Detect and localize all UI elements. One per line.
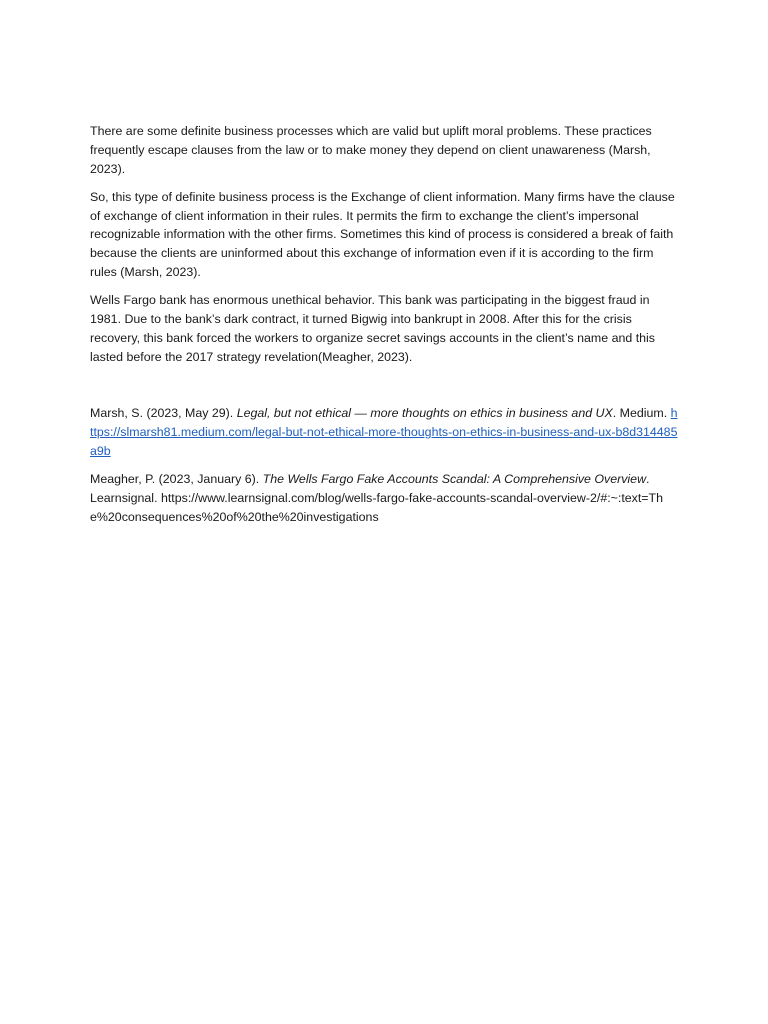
section-spacer xyxy=(90,376,678,404)
reference-2-url: https://www.learnsignal.com/blog/wells-fargo-fake-accounts-scandal-overview-2/#:~:text=The%20consequences%20of%20the%20investigations xyxy=(90,490,663,524)
body-paragraph-3: Wells Fargo bank has enormous unethical behavior. This bank was participating in the biggest fraud in 1981. Due to the bank’s dark contract, it turned Bigwig into bankrupt in 2008. After this for the crisis recovery, this bank forced the workers to organize secret savings accounts in the client’s name and this lasted before the 2017 strategy revelation(Meagher, 2023). xyxy=(90,293,655,364)
reference-entry-1 xyxy=(90,404,678,460)
document-body xyxy=(90,122,678,536)
reference-2-publisher: . Learnsignal. xyxy=(90,471,650,505)
body-paragraph-2: So, this type of definite business process is the Exchange of client information. Many firms have the clause of exchange of client information in their rules. It permits the firm to exchange the client’s impersonal recognizable information with the other firms. Sometimes this kind of process is considered a break of faith because the clients are uninformed about this exchange of information even if it is according to the firm rules (Marsh, 2023). xyxy=(90,189,675,280)
reference-entry-2 xyxy=(90,470,678,526)
reference-1-publisher: . Medium. xyxy=(612,406,671,421)
reference-1-title: Legal, but not ethical — more thoughts on ethics in business and UX xyxy=(236,406,613,421)
reference-2-title: The Wells Fargo Fake Accounts Scandal: A Comprehensive Overview xyxy=(262,471,647,486)
reference-1-authors-date: Marsh, S. (2023, May 29). xyxy=(90,406,237,421)
reference-2-authors-date: Meagher, P. (2023, January 6). xyxy=(90,471,263,486)
reference-1-link[interactable]: https://slmarsh81.medium.com/legal-but-not-ethical-more-thoughts-on-ethics-in-business-and-ux-b8d314485a9b xyxy=(90,406,678,458)
body-paragraph-1: There are some definite business processes which are valid but uplift moral problems. These practices frequently escape clauses from the law or to make money they depend on client unawareness (Marsh, 2023). xyxy=(90,124,652,176)
